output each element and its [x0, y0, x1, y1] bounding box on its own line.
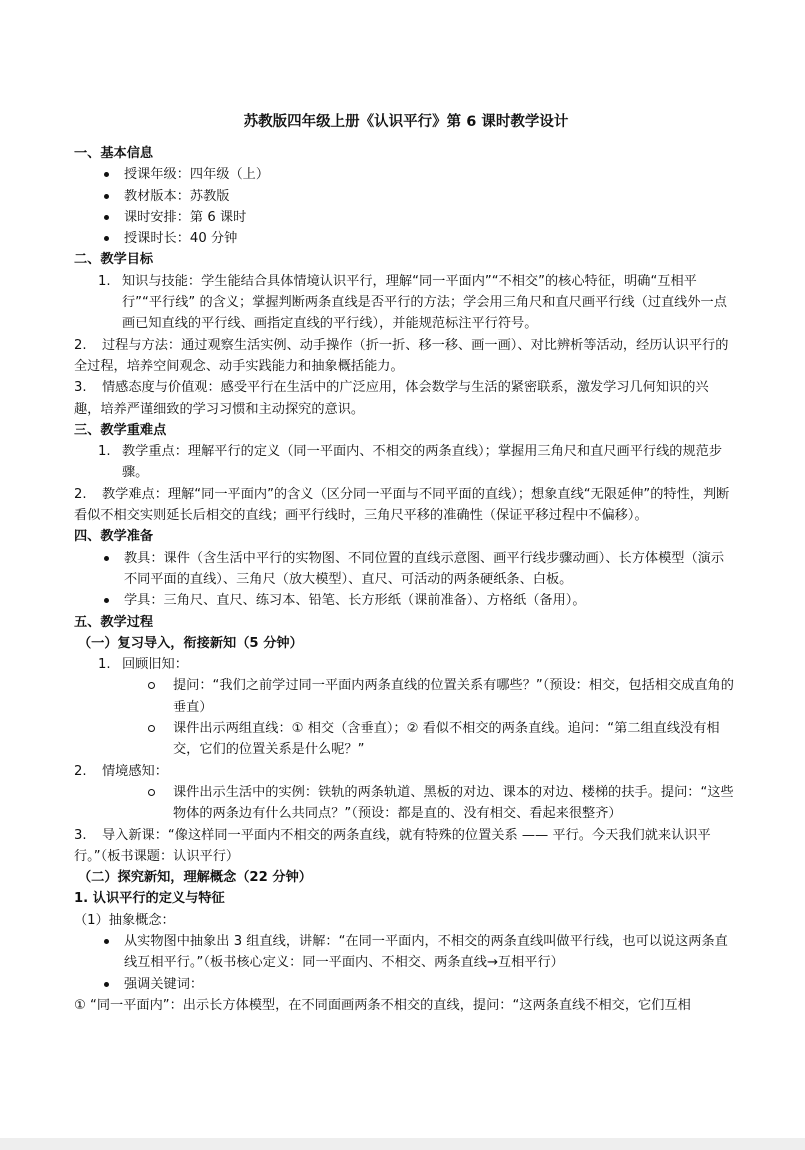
list-item: 强调关键词： [74, 974, 734, 995]
goal-item-2 [74, 335, 734, 378]
review-text: 导入新课：“像这样同一平面内不相交的两条直线，就有特殊的位置关系 —— 平行。今天我们就来认识平行。”（板书课题：认识平行） [74, 827, 711, 864]
list-item: 教材版本：苏教版 [74, 186, 734, 207]
section-key-points-heading: 三、教学重难点 [74, 422, 167, 438]
key-point-2 [74, 484, 734, 527]
document-body [74, 110, 734, 1016]
list-item: 学具：三角尺、直尺、练习本、铅笔、长方形纸（课前准备）、方格纸（备用）。 [74, 590, 734, 611]
sub-list-item: 提问：“我们之前学过同一平面内两条直线的位置关系有哪些？”（预设：相交，包括相交成直角的垂直） [74, 675, 734, 718]
list-item: 授课时长：40 分钟 [74, 228, 734, 249]
list-item: 授课年级：四年级（上） [74, 164, 734, 185]
item-number: 2. [74, 486, 87, 502]
goal-text: 情感态度与价值观：感受平行在生活中的广泛应用，体会数学与生活的紧密联系，激发学习几何知识的兴趣，培养严谨细致的学习习惯和主动探究的意识。 [74, 380, 709, 417]
review-item-1 [74, 654, 734, 675]
part-1-heading: （一）复习导入，衔接新知（5 分钟） [78, 635, 303, 651]
paragraph: ① “同一平面内”：出示长方体模型，在不同面画两条不相交的直线，提问：“这两条直线不相交，它们互相 [74, 997, 691, 1013]
section-preparation-heading: 四、教学准备 [74, 529, 154, 545]
document-title: 苏教版四年级上册《认识平行》第 6 课时教学设计 [243, 114, 569, 130]
subsection-heading: 1. 认识平行的定义与特征 [74, 891, 225, 907]
goal-text: 过程与方法：通过观察生活实例、动手操作（折一折、移一移、画一画）、对比辨析等活动，经历认识平行的全过程，培养空间观念、动手实践能力和抽象概括能力。 [74, 337, 729, 374]
list-item: 课时安排：第 6 课时 [74, 207, 734, 228]
review-item-3 [74, 825, 734, 868]
item-number: 1. [98, 444, 111, 460]
key-point-text: 教学重点：理解平行的定义（同一平面内、不相交的两条直线）；掌握用三角尺和直尺画平行线的规范步骤。 [122, 444, 723, 481]
section-goals-heading: 二、教学目标 [74, 252, 154, 268]
item-number: 1. [98, 273, 111, 289]
goal-text: 知识与技能：学生能结合具体情境认识平行，理解“同一平面内”“不相交”的核心特征，明确“互相平行”“平行线” 的含义；掌握判断两条直线是否平行的方法；学会用三角尺和直尺画平行线（过直线外一点画已知直线的平行线、画指定直线的平行线），并能规范标注平行符号。 [122, 273, 727, 332]
section-basic-info-heading: 一、基本信息 [74, 146, 154, 161]
sub-list-item: 课件出示两组直线：① 相交（含垂直）；② 看似不相交的两条直线。追问：“第二组直线没有相交，它们的位置关系是什么呢？” [74, 718, 734, 761]
section-process-heading: 五、教学过程 [74, 614, 154, 630]
list-item: 从实物图中抽象出 3 组直线，讲解：“在同一平面内，不相交的两条直线叫做平行线，也可以说这两条直线互相平行。”（板书核心定义：同一平面内、不相交、两条直线→互相平行） [74, 931, 734, 974]
abstract-concept-label: （1）抽象概念： [74, 912, 175, 928]
review-text: 回顾旧知： [122, 657, 188, 673]
sub-list-item: 课件出示生活中的实例：铁轨的两条轨道、黑板的对边、课本的对边、楼梯的扶手。提问：“这些物体的两条边有什么共同点？”（预设：都是直的、没有相交、看起来很整齐） [74, 782, 734, 825]
item-number: 2. [74, 763, 87, 779]
item-number: 2. [74, 337, 87, 353]
item-number: 3. [74, 827, 87, 843]
part-2-heading: （二）探究新知，理解概念（22 分钟） [78, 870, 312, 886]
key-point-text: 教学难点：理解“同一平面内”的含义（区分同一平面与不同平面的直线）；想象直线“无限延伸”的特性，判断看似不相交实则延长后相交的直线；画平行线时，三角尺平移的准确性（保证平移过程中不偏移）。 [74, 486, 730, 524]
key-point-1 [74, 441, 734, 484]
item-number: 1. [98, 657, 111, 673]
goal-item-1 [74, 271, 734, 335]
goal-item-3 [74, 377, 734, 420]
review-text: 情境感知： [102, 763, 168, 779]
item-number: 3. [74, 380, 87, 396]
review-item-2 [74, 761, 734, 782]
list-item: 教具：课件（含生活中平行的实物图、不同位置的直线示意图、画平行线步骤动画）、长方体模型（演示不同平面的直线）、三角尺（放大模型）、直尺、可活动的两条硬纸条、白板。 [74, 548, 734, 591]
